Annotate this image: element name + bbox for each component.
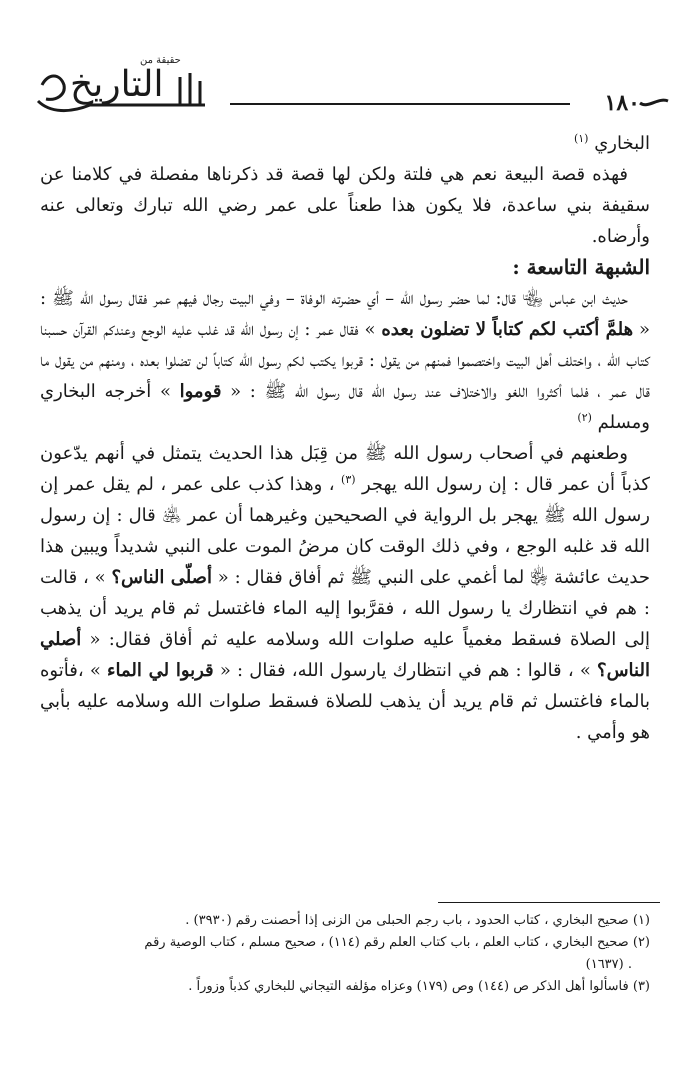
footnote-marker-1: (١) — [573, 132, 589, 145]
paragraph-2: حديث ابن عباس ﵄ قال: لما حضر رسول الله – أي حضرته الوفاة – وفي البيت رجال فيهم عمر فقال رسول الله ﷺ : « هلمَّ أكتب لكم كتاباً لا تضلون بعده » فقال عمر : إن رسول الله قد غلب عليه الوجع وعندكم القرآن حسبنا كتاب الله ، واختلف أهل البيت واختصموا فمنهم من يقول : قربوا يكتب لكم رسول الله كتاباً لن تضلوا بعده ، ومنهم من يقول ما قال عمر ، فلما أكثروا اللغو والاختلاف عند رسول الله قال رسول الله ﷺ : « قوموا » أخرجه البخاري ومسلم $^{(٢)}$ — [40, 288, 650, 433]
footnote-2-continued: . (١٦٣٧) — [585, 957, 632, 972]
footnote-3: (٣) فاسألوا أهل الذكر ص (١٤٤) وص (١٧٩) وعزاه مؤلفه التيجاني للبخاري كذباً وزوراً . — [188, 979, 650, 994]
hadith-quote-4: أصلي الناس؟ — [40, 629, 650, 681]
page-number-ornament — [638, 95, 670, 109]
hadith-quote-3: أصلّى الناس؟ — [111, 567, 212, 588]
footnote-marker-2: (٢) — [577, 411, 592, 424]
page-number: ١٨٠ — [604, 90, 640, 116]
page-header — [30, 55, 670, 125]
footnote-2: (٢) صحيح البخاري ، كتاب العلم ، باب كتاب العلم رقم (١١٤) ، صحيح مسلم ، كتاب الوصية رقم — [144, 935, 650, 950]
logo-caption: حقيقة من — [140, 55, 181, 66]
hadith-quote-2: قوموا — [179, 381, 222, 402]
logo-title: التاريخ — [70, 64, 164, 105]
footnote-separator — [438, 902, 660, 903]
footnote-marker-3: (٣) — [341, 473, 356, 486]
ref-line-text: البخاري — [594, 133, 650, 154]
section-heading: الشبهة التاسعة : — [512, 255, 650, 279]
reference-line — [40, 128, 650, 159]
header-rule — [230, 103, 570, 105]
hadith-quote-1: هلمَّ أكتب لكم كتاباً لا تضلون بعده — [381, 319, 634, 340]
footnote-1: (١) صحيح البخاري ، كتاب الحدود ، باب رجم الحبلى من الزنى إذا أحصنت رقم (٣٩٣٠) . — [185, 913, 650, 928]
paragraph-1: فهذه قصة البيعة نعم هي فلتة ولكن لها قصة قد ذكرناها مفصلة في كلامنا عن سقيفة بني ساعدة، فلا يكون هذا طعناً على عمر رضي الله تبارك وتعالى عنه وأرضاه. — [40, 164, 650, 247]
paragraph-3: وطعنهم في أصحاب رسول الله ﷺ من قِبَل هذا الحديث يتمثل في أنهم يدّعون كذباً أن عمر قال : إن رسول الله يهجر $^{(٣)}$ ، وهذا كذب على عمر ، لم يقل عمر إن رسول الله ﷺ يهجر بل الرواية في الصحيحين وغيرهما أن عمر ﵁ قال : إن رسول الله قد غلبه الوجع ، وفي ذلك الوقت كان مرضُ الموت على النبي شديداً ويبين هذا حديث عائشة ﵂ لما أغمي على النبي ﷺ ثم أفاق فقال : « أصلّى الناس؟ » ، قالت : هم في انتظارك يا رسول الله ، فقرَّبوا إليه الماء فاغتسل ثم قام يريد أن يذهب إلى الصلاة فسقط مغمياً عليه صلوات الله وسلامه عليه ثم أفاق فقال: « أصلي الناس؟ » ، قالوا : هم في انتظارك يارسول الله، فقال : « قربوا لي الماء » ،فأتوه بالماء فاغتسل ثم قام يريد أن يذهب للصلاة فسقط صلوات الله وسلامه عليه بأبي هو وأمي . — [40, 443, 650, 743]
hadith-quote-5: قربوا لي الماء — [107, 660, 214, 681]
footnotes — [40, 910, 650, 998]
main-text — [40, 128, 650, 748]
